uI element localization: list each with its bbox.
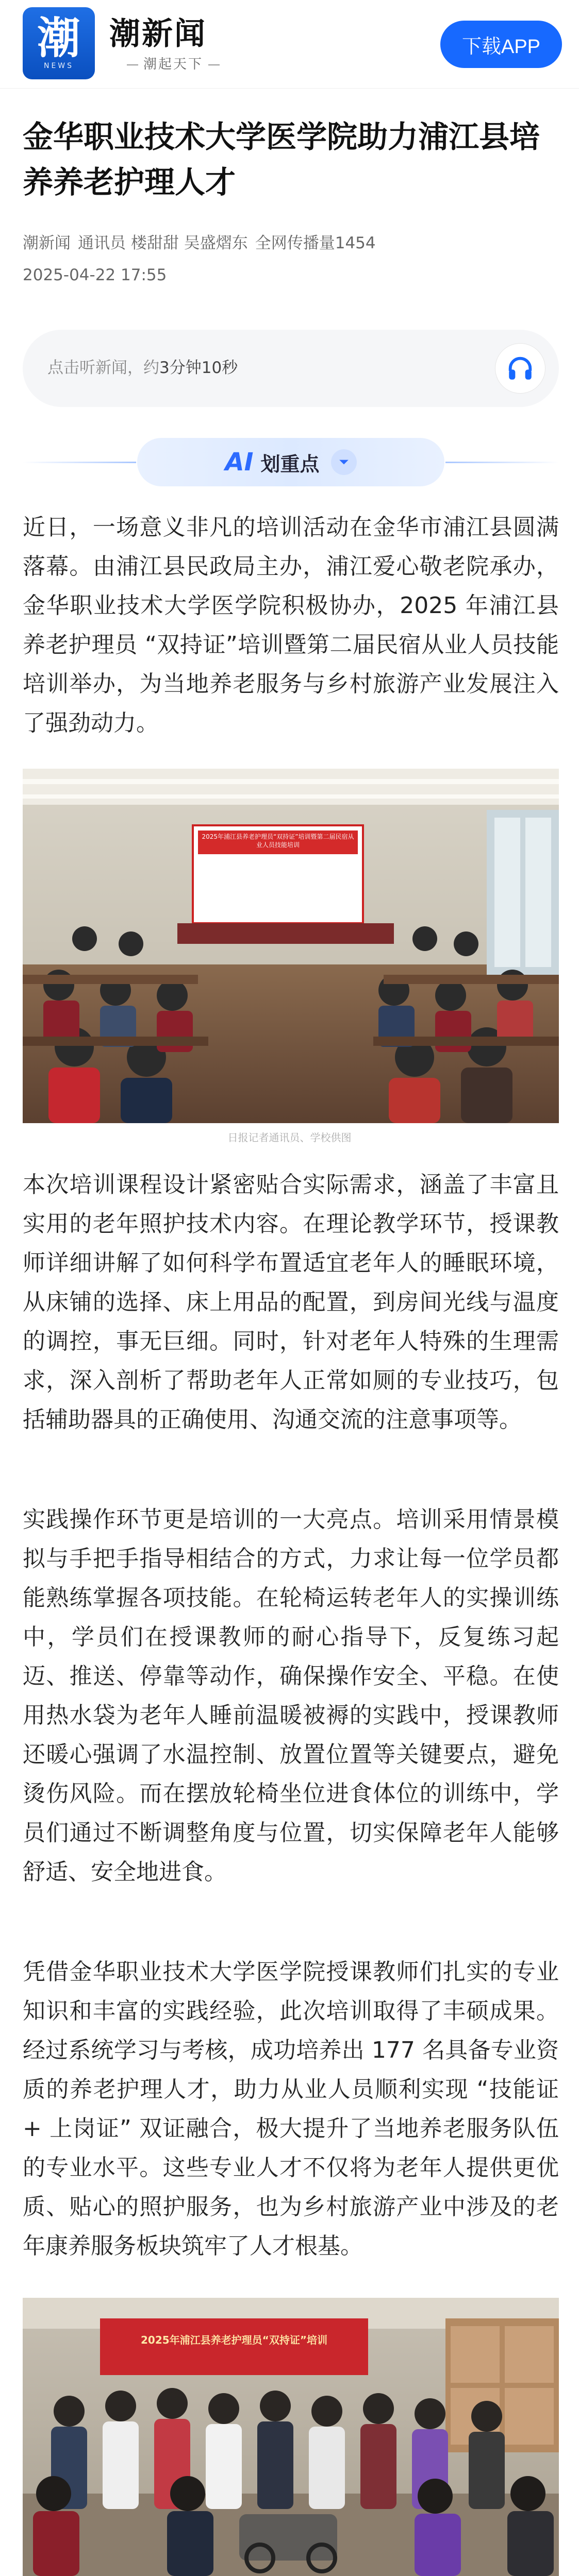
headphones-button[interactable]: [495, 343, 545, 394]
classroom-photo: [23, 769, 559, 1123]
chevron-down-icon: [331, 449, 357, 475]
article-paragraph: 凭借金华职业技术大学医学院授课教师们扎实的专业知识和丰富的实践经验，此次培训取得了丰硕成果。经过系统学习与考核，成功培养出 177 名具备专业资质的养老护理人才，助力从业人员顺利实现 “技能证 + 上岗证” 双证融合，极大提升了当地养老服务队伍的专业水平。这些专业人才不仅将为老年人提供更优质、贴心的照护服务，也为乡村旅游产业中涉及的老年康养服务板块筑牢了人才根基。: [23, 1959, 559, 2259]
meta-reporters: 通讯员 楼甜甜 吴盛熠东: [78, 234, 248, 252]
practice-photo: [23, 2298, 559, 2576]
ai-key-points-label: 划重点: [260, 452, 320, 476]
photo-caption: 日报记者通讯员、学校供图: [227, 1131, 352, 1144]
article-paragraph: 本次培训课程设计紧密贴合实际需求，涵盖了丰富且实用的老年照护技术内容。在理论教学环节，授课教师详细讲解了如何科学布置适宜老年人的睡眠环境，从床铺的选择、床上用品的配置，到房间光线与温度的调控，事无巨细。同时，针对老年人特殊的生理需求，深入剖析了帮助老年人正常如厕的专业技巧，包括辅助器具的正确使用、沟通交流的注意事项等。: [23, 1172, 559, 1433]
photo-banner-text: 2025年浦江县养老护理员“双持证”培训: [141, 2334, 327, 2346]
listen-label: [47, 354, 238, 378]
logo-subtext: NEWS: [43, 62, 74, 70]
top-bar: [0, 0, 579, 89]
ai-icon: AI: [225, 448, 254, 477]
ai-key-points-bar: [23, 436, 559, 488]
app-logo[interactable]: [23, 7, 95, 79]
headphones-icon: [505, 353, 535, 383]
divider: [445, 462, 559, 463]
divider: [23, 462, 136, 463]
meta-views: 全网传播量1454: [255, 234, 376, 252]
listen-prefix: 点击听新闻，约: [47, 359, 159, 377]
article-photo[interactable]: [23, 769, 559, 1123]
brand-slogan: 潮起天下: [122, 54, 225, 73]
meta-source[interactable]: 潮新闻: [23, 234, 71, 252]
photo-banner-text: 2025年浦江县养老护理员“双持证”培训暨第二届民宿从业人员技能培训: [202, 833, 354, 849]
listen-duration: 3分钟10秒: [159, 359, 238, 377]
logo-glyph: 潮: [37, 13, 80, 63]
article-photo[interactable]: [23, 2298, 559, 2576]
publish-date: 2025-04-22 17:55: [23, 266, 167, 284]
article-paragraph: 实践操作环节更是培训的一大亮点。培训采用情景模拟与手把手指导相结合的方式，力求让每一位学员都能熟练掌握各项技能。在轮椅运转老年人的实操训练中，学员们在授课教师的耐心指导下，反复练习起迈、推送、停靠等动作，确保操作安全、平稳。在使用热水袋为老年人睡前温暖被褥的实践中，授课教师还暖心强调了水温控制、放置位置等关键要点，避免烫伤风险。而在摆放轮椅坐位进食体位的训练中，学员们通过不断调整角度与位置，切实保障老年人能够舒适、安全地进食。: [23, 1506, 559, 1885]
article-paragraph: 近日，一场意义非凡的培训活动在金华市浦江县圆满落幕。由浦江县民政局主办，浦江爱心敬老院承办，金华职业技术大学医学院积极协办，2025 年浦江县养老护理员 “双持证”培训暨第二届民宿从业人员技能培训举办，为当地养老服务与乡村旅游产业发展注入了强劲动力。: [23, 514, 559, 736]
brand-name: 潮新闻: [109, 16, 207, 52]
ai-key-points-button[interactable]: [137, 438, 444, 486]
article-meta: [23, 230, 383, 253]
article-title: 金华职业技术大学医学院助力浦江县培养养老护理人才: [23, 119, 540, 200]
listen-news-bar[interactable]: [23, 330, 559, 407]
download-app-button[interactable]: 下载APP: [440, 21, 562, 68]
